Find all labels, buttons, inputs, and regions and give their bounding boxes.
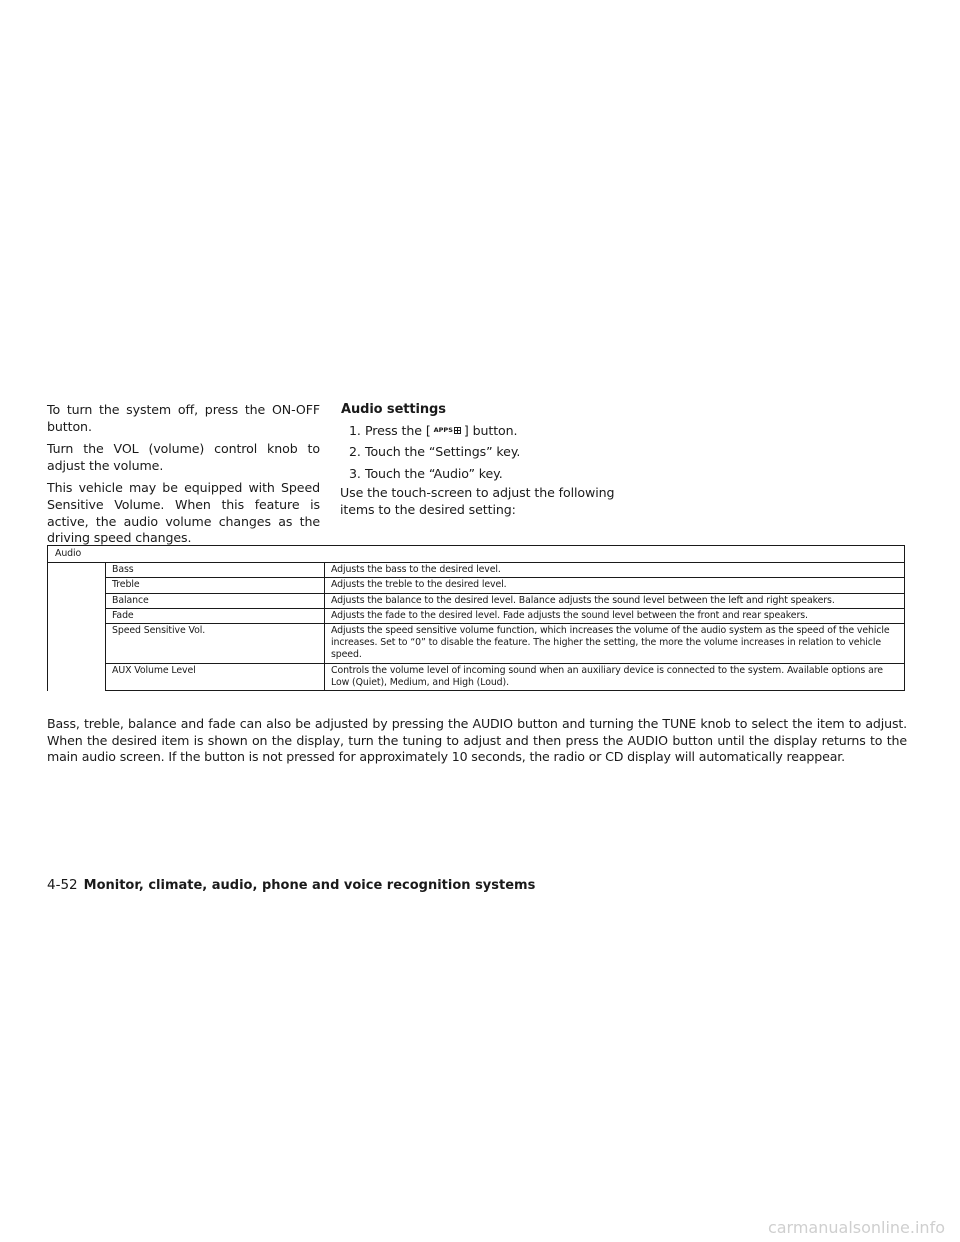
- usage-instruction: Use the touch-screen to adjust the following items to the desired setting:: [340, 485, 615, 517]
- table-row: [48, 608, 905, 623]
- power-off-paragraph: To turn the system off, press the ON-OFF button.: [47, 402, 320, 434]
- volume-knob-paragraph: Turn the VOL (volume) control knob to adjust the volume.: [47, 441, 320, 473]
- left-column: [47, 402, 320, 553]
- speed-sensitive-paragraph: This vehicle may be equipped with Speed Sensitive Volume. When this feature is active, the audio volume changes as the driving speed changes.: [47, 480, 320, 546]
- setting-name: Treble: [106, 578, 325, 593]
- setting-description: Adjusts the treble to the desired level.: [325, 578, 905, 593]
- section-title: Monitor, climate, audio, phone and voice recognition systems: [83, 878, 536, 893]
- step-1: [349, 423, 631, 440]
- step-number: 1.: [349, 422, 361, 438]
- setting-name: Fade: [106, 608, 325, 623]
- setting-description: Adjusts the bass to the desired level.: [325, 563, 905, 578]
- table-header-row: [48, 546, 905, 563]
- table-row: [48, 593, 905, 608]
- table-row: [48, 578, 905, 593]
- table-row: [48, 624, 905, 664]
- table-row: [48, 563, 905, 578]
- apps-button-icon: [434, 426, 461, 434]
- setting-name: Speed Sensitive Vol.: [106, 624, 325, 664]
- indent-cell: [48, 563, 106, 691]
- step-text: [365, 423, 517, 440]
- apps-icon-label: APPS: [433, 426, 453, 435]
- audio-settings-table: [47, 545, 905, 691]
- audio-settings-heading: Audio settings: [341, 402, 446, 417]
- apps-grid-icon: [454, 427, 461, 434]
- page-footer: [47, 876, 747, 895]
- table-header: Audio: [48, 546, 905, 563]
- summary-paragraph: Bass, treble, balance and fade can also be adjusted by pressing the AUDIO button and turning the TUNE knob to select the item to adjust. When the desired item is shown on the display, turn the tuning to adjust and then press the AUDIO button until the display returns to the main audio screen. If the button is not pressed for approximately 10 seconds, the radio or CD display will automatically reappear.: [47, 716, 907, 765]
- steps-list: [341, 423, 631, 483]
- setting-name: Balance: [106, 593, 325, 608]
- watermark: carmanualsonline.info: [767, 1218, 945, 1237]
- step-text-after: ] button.: [463, 422, 518, 438]
- setting-description: Controls the volume level of incoming sound when an auxiliary device is connected to the system. Available options are Low (Quiet), Medium, and High (Loud).: [325, 663, 905, 690]
- step-2: [349, 444, 631, 461]
- right-column: [341, 402, 631, 519]
- setting-description: Adjusts the balance to the desired level. Balance adjusts the sound level between the left and right speakers.: [325, 593, 905, 608]
- setting-name: AUX Volume Level: [106, 663, 325, 690]
- table-row: [48, 663, 905, 690]
- step-3: [349, 466, 631, 483]
- setting-description: Adjusts the speed sensitive volume function, which increases the volume of the audio system as the speed of the vehicle increases. Set to “0” to disable the feature. The higher the setting, the more the volume increases in relation to vehicle speed.: [325, 624, 905, 664]
- setting-description: Adjusts the fade to the desired level. Fade adjusts the sound level between the front and rear speakers.: [325, 608, 905, 623]
- step-text-before: Press the [: [365, 422, 431, 438]
- step-text: Touch the “Settings” key.: [365, 444, 521, 460]
- step-number: 3.: [349, 465, 361, 481]
- page-number: 4-52: [47, 877, 78, 893]
- step-number: 2.: [349, 444, 361, 460]
- setting-name: Bass: [106, 563, 325, 578]
- step-text: Touch the “Audio” key.: [365, 465, 503, 481]
